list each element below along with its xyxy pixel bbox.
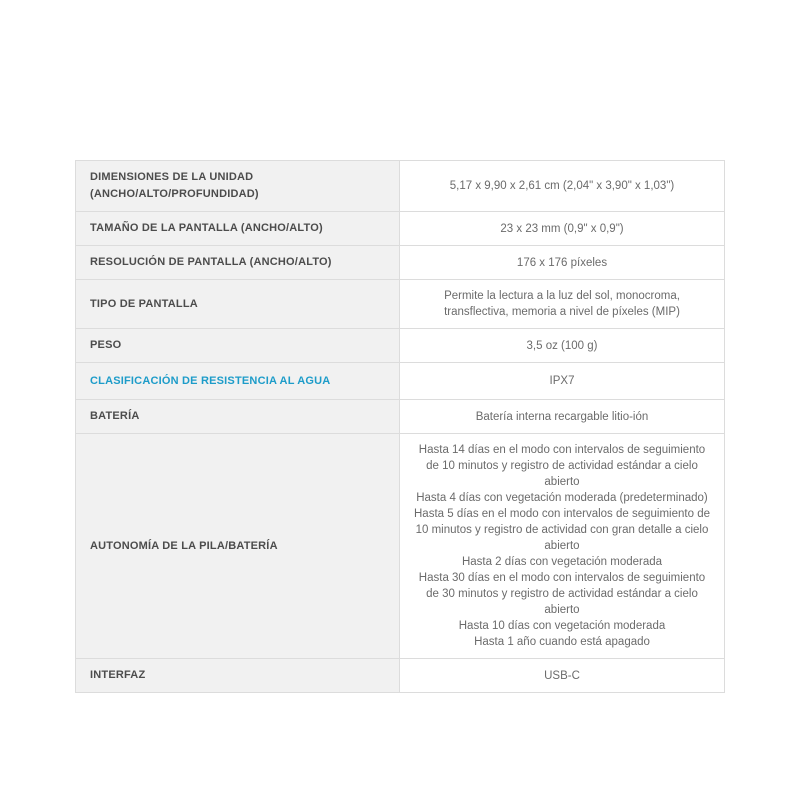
spec-value-water-rating: IPX7 bbox=[400, 363, 724, 399]
spec-label-weight: PESO bbox=[76, 329, 400, 362]
spec-value-weight: 3,5 oz (100 g) bbox=[400, 329, 724, 362]
spec-label-interface: INTERFAZ bbox=[76, 659, 400, 692]
spec-row-weight bbox=[76, 328, 724, 362]
spec-value-battery-life bbox=[400, 434, 724, 658]
spec-label-display-type: TIPO DE PANTALLA bbox=[76, 280, 400, 328]
spec-row-dimensions bbox=[76, 161, 724, 211]
battery-life-line: Hasta 30 días en el modo con intervalos de seguimiento de 30 minutos y registro de actividad estándar a cielo abierto bbox=[418, 572, 706, 616]
spec-row-display-resolution bbox=[76, 245, 724, 279]
battery-life-line: Hasta 4 días con vegetación moderada (predeterminado) bbox=[416, 492, 708, 504]
battery-life-line: Hasta 1 año cuando está apagado bbox=[474, 636, 650, 648]
battery-life-line: Hasta 2 días con vegetación moderada bbox=[461, 556, 663, 568]
spec-value-battery: Batería interna recargable litio-ión bbox=[400, 400, 724, 433]
spec-label-display-size: TAMAÑO DE LA PANTALLA (ANCHO/ALTO) bbox=[76, 212, 400, 245]
spec-label-battery-life: AUTONOMÍA DE LA PILA/BATERÍA bbox=[76, 434, 400, 658]
battery-life-line: Hasta 10 días con vegetación moderada bbox=[458, 620, 666, 632]
spec-row-battery-life bbox=[76, 433, 724, 658]
spec-row-display-size bbox=[76, 211, 724, 245]
spec-row-interface bbox=[76, 658, 724, 692]
spec-label-display-resolution: RESOLUCIÓN DE PANTALLA (ANCHO/ALTO) bbox=[76, 246, 400, 279]
spec-value-dimensions: 5,17 x 9,90 x 2,61 cm (2,04" x 3,90" x 1,03") bbox=[400, 161, 724, 211]
spec-value-display-type: Permite la lectura a la luz del sol, monocroma, transflectiva, memoria a nivel de píxeles (MIP) bbox=[400, 280, 724, 328]
spec-row-display-type bbox=[76, 279, 724, 328]
specifications-table bbox=[75, 160, 725, 693]
spec-label-battery: BATERÍA bbox=[76, 400, 400, 433]
spec-value-display-size: 23 x 23 mm (0,9" x 0,9") bbox=[400, 212, 724, 245]
spec-value-display-resolution: 176 x 176 píxeles bbox=[400, 246, 724, 279]
spec-value-interface: USB-C bbox=[400, 659, 724, 692]
spec-row-water-rating bbox=[76, 362, 724, 399]
battery-life-line: Hasta 5 días en el modo con intervalos de seguimiento de 10 minutos y registro de actividad con gran detalle a cielo abierto bbox=[414, 508, 710, 552]
battery-life-line: Hasta 14 días en el modo con intervalos de seguimiento de 10 minutos y registro de actividad estándar a cielo abierto bbox=[418, 444, 706, 488]
spec-label-water-rating-link[interactable]: CLASIFICACIÓN DE RESISTENCIA AL AGUA bbox=[76, 363, 400, 399]
spec-row-battery bbox=[76, 399, 724, 433]
spec-label-dimensions: DIMENSIONES DE LA UNIDAD (ANCHO/ALTO/PROFUNDIDAD) bbox=[76, 161, 400, 211]
